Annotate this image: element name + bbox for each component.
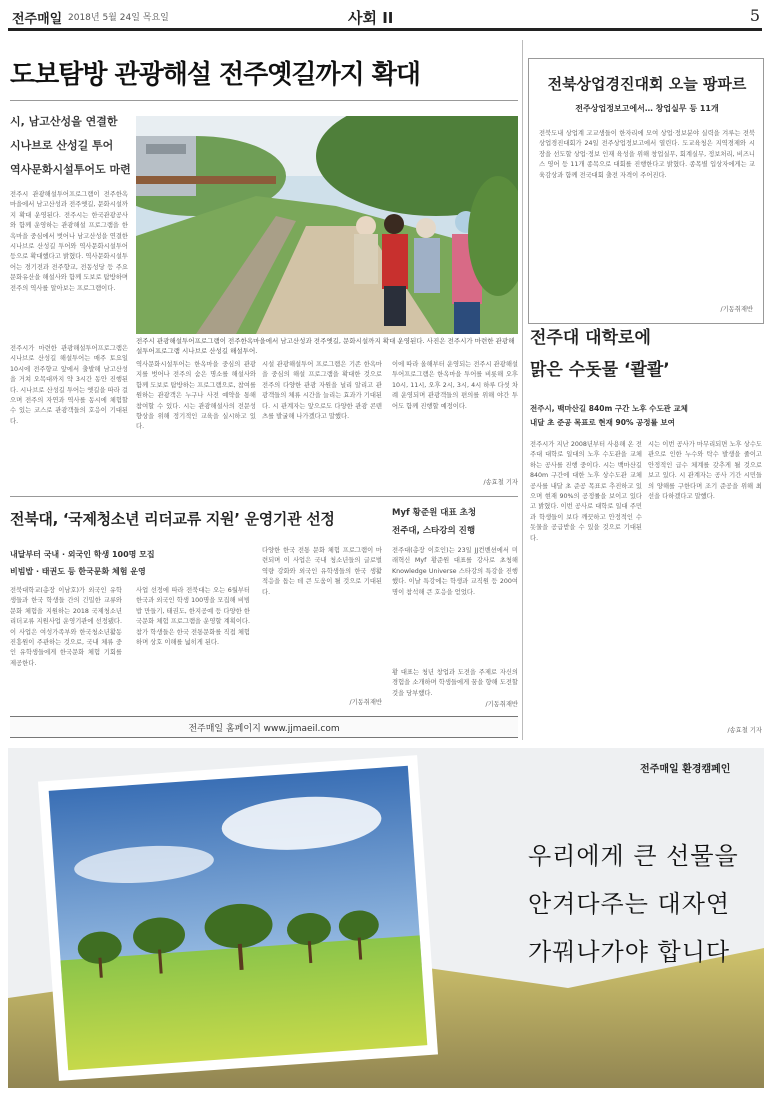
contest-body: 전북도내 상업계 고교생들이 한자리에 모여 상업·정보분야 실력을 겨루는 전북상업경진대회가 24일 전주상업정보고에서 열린다. 도교육청은 지역경제와 시장을 선도할 상업·정보 인재 육성을 위해 창업실무, 회계실무, 정보처리, 비즈니스 영어 등 11개 종목으로 대회를 진행한다고 밝혔다. 종목별 입상자에게는 교육감상과 함께 전국대회 출전 자격이 주어진다.: [539, 130, 755, 179]
water-byline: /송효철 기자: [727, 727, 762, 734]
water-subhead-1: 전주시, 백마산길 840m 구간 노후 수도관 교체: [530, 404, 688, 413]
lead-subhead-2: 시나브로 산성길 투어: [10, 139, 114, 152]
lead-headline: 도보탐방 관광해설 전주옛길까지 확대: [10, 60, 421, 90]
lead-body-col1b: 전주시가 마련한 관광해설투어프로그램은 시나브로 산성길 해설투어는 매주 토요일 10시에 전주향교 앞에서 출발해 남고산성을 거쳐 오목대까지 약 3시간 동안 진행된다. 시나브로 산성길 투어는 옛길을 따라 걸으며 전주의 자연과 역사를 동시에 체험할 수 있는 코스로 관광객들의 호응이 기대된다.: [10, 345, 128, 425]
lead-body-col2: 역사문화시설투어는 한옥마을 중심의 관광지를 벗어나 전주의 숨은 명소를 해설사와 함께 도보로 탐방하는 프로그램으로, 참여를 원하는 관광객은 누구나 사전 예약을 통해 참여할 수 있다. 시는 관광해설사의 전문성 향상을 위해 정기적인 교육을 실시하고 있다.: [136, 361, 256, 431]
lead-subhead-3: 역사문화시설투어도 마련: [10, 163, 131, 176]
youth-body-col1: 전북대학교(총장 이남호)가 외국인 유학생들과 한국 학생들 간의 긴밀한 교류와 문화 체험을 지원하는 2018 국제청소년 리더교류 지원사업 운영기관에 선정됐다. 이 사업은 여성가족부와 한국청소년활동진흥원이 주관하는 것으로, 국내 체류 중인 유학생들에게 한국문화 체험 기회를 제공한다.: [10, 587, 122, 667]
water-body-col2: 시는 이번 공사가 마무리되면 노후 상수도관으로 인한 누수와 탁수 발생을 줄이고 안정적인 급수 체계를 갖추게 될 것으로 보고 있다. 시 관계자는 공사 기간 시민들의 양해를 구한다며 조기 준공을 위해 최선을 다하겠다고 말했다.: [648, 441, 762, 501]
masthead: [8, 6, 762, 26]
newspaper-brand: 전주매일: [12, 12, 63, 27]
water-headline: [530, 322, 762, 386]
water-subhead-2: 내달 초 준공 목표로 현재 90% 공정률 보여: [530, 418, 675, 427]
section-rule: [10, 496, 518, 497]
section-title: 사회 II: [348, 9, 394, 27]
youth-subhead-1: 내달부터 국내 · 외국인 학생 100명 모집: [10, 550, 155, 559]
youth-body-col2: 사업 선정에 따라 전북대는 오는 6월부터 한국과 외국인 학생 100명을 모집해 비빔밥 만들기, 태권도, 한지공예 등 다양한 한국문화 체험 프로그램을 운영할 계획이다. 참가 학생들은 한국 전통문화를 직접 체험하며 상호 이해를 넓히게 된다.: [136, 587, 250, 647]
contest-subtitle: 전주상업정보고에서… 창업실무 등 11개: [575, 104, 719, 113]
campaign-slogan-1: 우리에게 큰 선물을: [528, 842, 739, 870]
issue-date: 2018년 5월 24일 목요일: [68, 13, 169, 23]
myf-body-2: 황 대표는 청년 창업과 도전을 주제로 자신의 경험을 소개하며 학생들에게 꿈을 향해 도전할 것을 당부했다.: [392, 669, 518, 697]
campaign-title: 전주매일 환경캠페인: [640, 764, 731, 775]
myf-head-2: 전주대, 스타강의 진행: [392, 526, 476, 536]
water-body-col1: 전주시가 지난 2008년부터 사용해 온 전주대 대학로 일대의 노후 수도관을 교체하는 공사를 진행 중이다. 시는 백마산길 840m 구간에 대한 노후 상수도관 교체 공사를 내달 초 준공 목표로 추진하고 있으며 현재 90%의 공정률을 보이고 있다고 밝혔다. 이번 공사로 대학로 일대 주민과 학생들이 보다 깨끗하고 안정적인 수돗물을 공급받을 수 있을 것으로 기대된다.: [530, 441, 642, 542]
contest-box: [528, 58, 764, 324]
page-number: 5: [749, 6, 760, 25]
myf-body: 전주대(총장 이호인)는 23일 JJ컨벤션에서 미래혁신 Myf 황준원 대표를 강사로 초청해 Knowledge Universe 스타강의 특강을 진행했다. 이날 특강에는 학생과 교직원 등 200여 명이 참석해 큰 호응을 얻었다.: [392, 547, 518, 596]
lead-body-col3: 시설 관광해설투어 프로그램은 기존 한옥마을 중심의 해설 프로그램을 확대한 것으로 전주의 다양한 관광 자원을 널리 알리고 관광객들의 체류 시간을 늘리는 효과가 기대된다. 시 관계자는 앞으로도 다양한 관광 콘텐츠를 발굴해 나가겠다고 말했다.: [262, 361, 382, 421]
photo-caption: 전주시 관광해설투어프로그램이 전주한옥마을에서 남고산성과 전주옛길, 문화시설까지 확대 운영된다. 사진은 전주시가 마련한 관광해설투어프로그램 시나브로 산성길 해설투어.: [136, 337, 515, 355]
lead-body-col1: 전주시 관광해설투어프로그램이 전주한옥마을에서 남고산성과 전주옛길, 문화시설까지 확대 운영된다. 전주시는 한국관광공사와 함께 운영하는 관광해설 프로그램을 한옥마을 중심에서 벗어나 남고산성을 연결한 시나브로 산성길 투어와 역사문화시설투어 등으로 확대했다고 밝혔다. 역사문화시설투어는 경기전과 전주향교, 전동성당 등 주요 문화유산을 해설사와 함께 도보로 탐방하며 전주의 역사를 알아보는 프로그램이다.: [10, 191, 128, 292]
lead-photo: [136, 116, 518, 334]
lead-subheads: [10, 110, 134, 182]
homepage-banner: [10, 716, 518, 738]
youth-subhead-2: 비빔밥 · 태권도 등 한국문화 체험 운영: [10, 567, 146, 576]
water-subheads: [530, 402, 762, 430]
youth-headline: 전북대, ‘국제청소년 리더교류 지원’ 운영기관 선정: [10, 510, 335, 528]
contest-title: 전북상업경진대회 오늘 팡파르: [547, 75, 747, 93]
column-divider: [522, 40, 523, 740]
water-headline-line-2: 맑은 수돗물 ‘콸콸’: [530, 360, 670, 380]
lead-subhead-1: 시, 남고산성을 연결한: [10, 115, 118, 128]
lead-rule: [10, 100, 518, 101]
youth-byline: /기동취재반: [349, 699, 382, 706]
myf-heads: [392, 504, 522, 540]
lead-byline: /송효철 기자: [483, 479, 518, 486]
campaign-slogan-2: 안겨다주는 대자연: [528, 890, 731, 918]
lead-photo-image: [136, 116, 518, 334]
lead-body-col4: 이에 따라 올해부터 운영되는 전주시 관광해설투어프로그램은 한옥마을 투어를 비롯해 오후 10시, 11시, 오후 2시, 3시, 4시 하루 다섯 차례 운영되며 관광객들의 편의를 위해 야간 투어도 함께 진행할 예정이다.: [392, 361, 518, 410]
campaign-slogan-3: 가꿔나가야 합니다: [528, 938, 731, 966]
homepage-banner-text: 전주매일 홈페이지 www.jjmaeil.com: [188, 724, 340, 734]
myf-byline: /기동취재반: [485, 701, 518, 708]
youth-body-col3: 다양한 한국 전통 문화 체험 프로그램이 마련되며 이 사업은 국내 청소년들의 글로벌 역량 강화와 외국인 유학생들의 한국 생활 적응을 돕는 데 큰 도움이 될 것으로 기대된다.: [262, 547, 382, 596]
water-headline-line-1: 전주대 대학로에: [530, 328, 651, 348]
contest-byline: /기동취재반: [720, 306, 753, 313]
header-rule: [8, 28, 762, 31]
youth-subheads: [10, 546, 260, 580]
myf-head-1: Myf 황준원 대표 초청: [392, 508, 477, 518]
